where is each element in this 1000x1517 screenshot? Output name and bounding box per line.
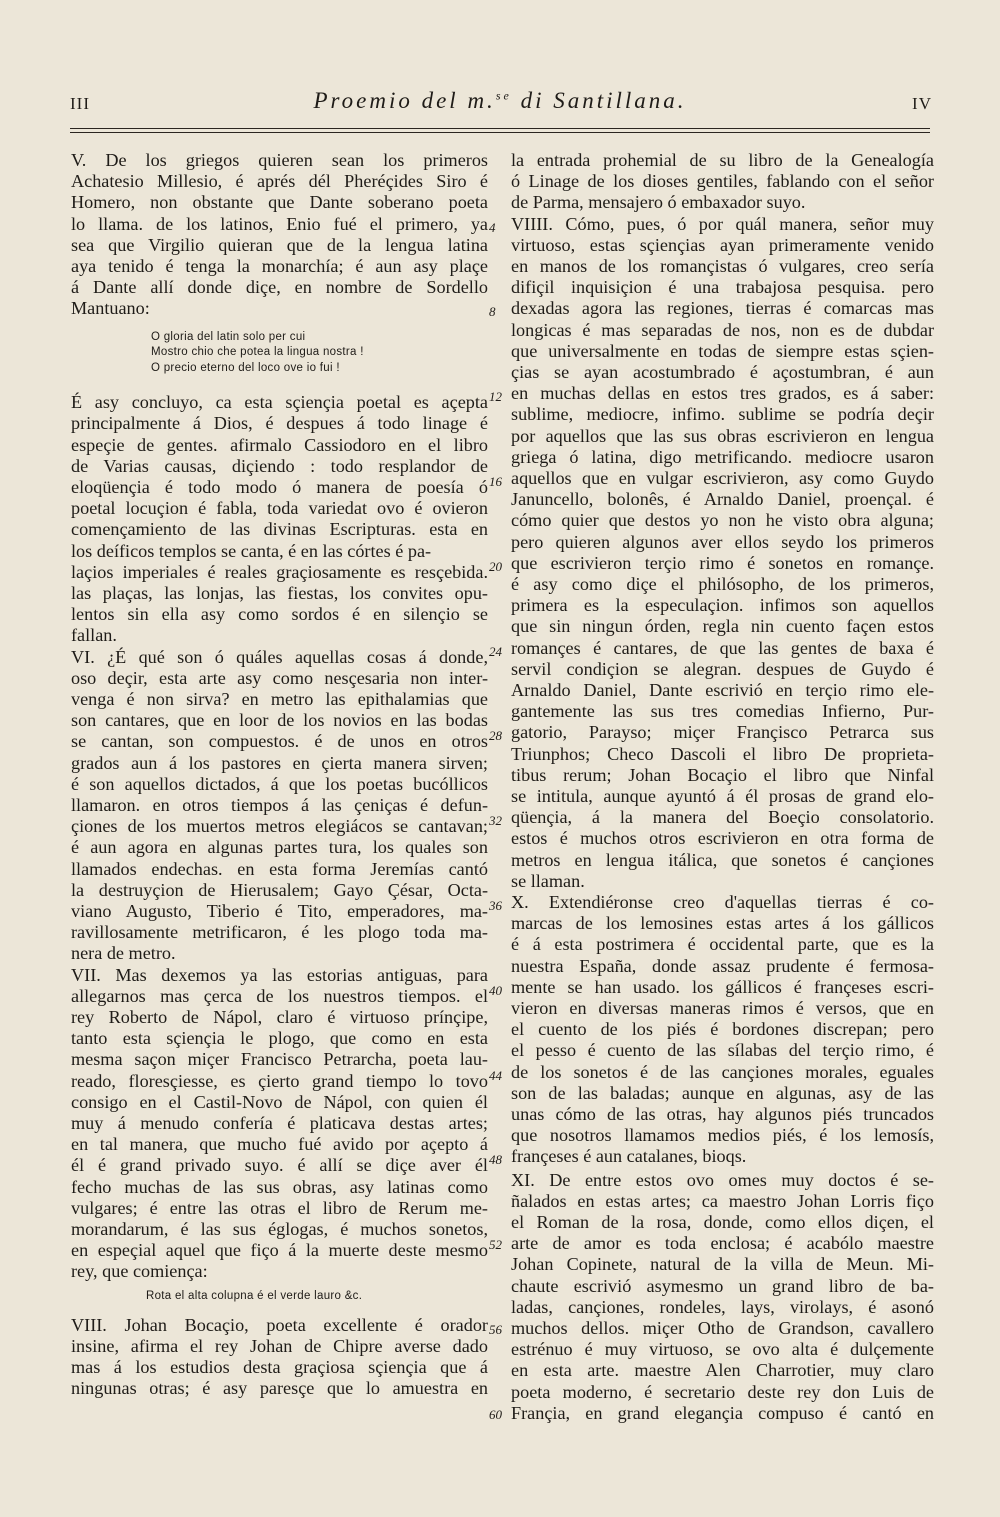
text-line: insine, afirma el rey Johan de Chipre averse dado — [71, 1335, 488, 1356]
text-line: gatorio, Parayso; miçer Françisco Petrarca sus — [511, 722, 934, 743]
text-line: vieron en diversas maneras rimos é versos, que en — [511, 998, 934, 1018]
line-number: 8 — [489, 304, 496, 320]
text-line: unas cómo de las otras, hay algunos piés truncados — [511, 1104, 934, 1124]
text-line: se intitula, aunque ayuntó á él prosas de grand elo- — [511, 786, 934, 806]
text-line: en manos de los romançistas ó vulgares, creo sería — [511, 256, 934, 276]
text-line: lentos sin ella asy como sordos é en silençio se — [71, 604, 488, 625]
text-line: las plaças, las lonjas, las fiestas, los convites opu- — [71, 582, 488, 603]
text-line: morandarum, é las sus églogas, é muchos sonetos, — [71, 1218, 488, 1239]
text-line: rey, que comiença: — [71, 1261, 208, 1282]
line-number: 28 — [489, 728, 502, 744]
text-line: tibus rerum; Johan Bocaçio el libro que Ninfal — [511, 764, 934, 785]
text-line: en esta arte. maestre Alen Charrotier, muy claro — [511, 1360, 934, 1381]
text-line: grados aun á los pastores en çierta manera sirven; — [71, 752, 488, 773]
line-number: 4 — [489, 219, 496, 235]
text-line: son cantares, que en loor de los novios en las bodas — [71, 710, 488, 731]
text-line: françeses é aun catalanes, bioqs. — [511, 1146, 747, 1167]
text-line: griega ó latina, digo metrificando. mediocre usaron — [511, 446, 934, 467]
line-number: 48 — [489, 1152, 502, 1168]
verse-line: Rota el alta colupna é el verde lauro &c. — [146, 1289, 363, 1302]
text-line: nuestra España, donde assaz prudente é fermosa- — [511, 955, 934, 976]
text-line: se llaman. — [511, 870, 585, 891]
text-line: longicas é mas separadas de nos, non es de dubdar — [511, 319, 934, 340]
text-line: Mantuano: — [71, 298, 150, 319]
running-title: Proemio del m.$^{se}$ di Santillana. — [313, 88, 687, 113]
text-line: mas á los estudios desta graçiosa sçiençia que á — [71, 1356, 488, 1377]
text-line: ladas, cançiones, rondeles, lays, virolays, é asonó — [511, 1296, 934, 1317]
text-line: dexadas agora las regiones, tierras é comarcas mas — [511, 298, 934, 319]
text-line: rey Roberto de Nápol, claro é virtuoso prínçipe, — [71, 1006, 488, 1027]
text-line: allegarnos mas çerca de los nuestros tiempos. el — [71, 985, 488, 1006]
text-line: servil condiçion se alegran. despues de Guydo é — [511, 658, 934, 679]
text-line: é aun agora en algunas partes tura, los quales son — [71, 837, 488, 858]
verse-line: Mostro chio che potea la lingua nostra ! — [151, 346, 364, 359]
page-number-right: IV — [912, 94, 932, 113]
text-line: arte de amor es toda enclosa; é acabólo maestre — [511, 1233, 934, 1254]
text-line: sea que Virgilio quieran que de la lengua latina — [71, 234, 488, 255]
text-line: aquellos que en vulgar escrivieron, asy como Guydo — [511, 468, 934, 488]
text-line: que universalmente en todas de siempre estas sçien- — [511, 340, 934, 361]
text-line: VIIII. Cómo, pues, ó por quál manera, señor muy — [511, 213, 934, 234]
text-line: laçios imperiales é reales graçiosamente es resçebida. — [71, 561, 488, 582]
text-line: los deíficos templos se canta, é en las córtes é pa- — [71, 540, 432, 561]
text-line: aya tenido é tenga la monarchía; é aun asy plaçe — [71, 256, 488, 276]
text-line: se cantan, son compuestos. é de unos en otros — [71, 731, 488, 752]
text-line: muchos dellos. miçer Otho de Grandson, cavallero — [511, 1318, 934, 1338]
text-line: son de las baladas; aunque en algunas, asy de las — [511, 1082, 934, 1103]
line-number: 16 — [489, 474, 502, 489]
text-line: Françia, en grand elegançia compuso é cantó en — [511, 1402, 934, 1423]
text-line: Triunphos; Checo Dascoli el libro De proprieta- — [511, 743, 934, 764]
text-line: de Varias causas, diçiendo : todo resplandor de — [71, 455, 488, 476]
text-line: é á esta postrimera é occidental parte, que es la — [511, 934, 934, 955]
header-rule-thin — [70, 132, 930, 133]
text-line: ó Linage de los dioses gentiles, fablando con el señor — [511, 171, 934, 192]
verse-line: O precio eterno del loco ove io fui ! — [151, 361, 340, 374]
text-line: el cuento de los piés é bordones discrepan; pero — [511, 1019, 934, 1040]
verse-line: O gloria del latin solo per cui — [151, 330, 306, 343]
line-number: 44 — [489, 1067, 502, 1083]
text-line: çiones de los muertos metros elegiácos se cantavan; — [71, 816, 488, 837]
text-line: gantemente las sus tres comedias Infierno, Pur- — [511, 701, 934, 722]
text-line: en tal manera, que mucho fué avido por açepto á — [71, 1134, 488, 1155]
text-line: llamaron. en otros tiempos á las çeniças é defun- — [71, 794, 488, 815]
text-line: oso deçir, esta arte asy como nesçesaria non inter- — [71, 667, 488, 688]
text-line: Johan Copinete, natural de la villa de Meun. Mi- — [511, 1254, 934, 1275]
text-line: començamiento de las divinas Escripturas. esta en — [71, 519, 488, 540]
text-line: primera es la especulaçion. infimos son aquellos — [511, 595, 934, 616]
text-line: VI. ¿É qué son ó quáles aquellas cosas á donde, — [71, 646, 488, 667]
text-line: en espeçial aquel que fiço á la muerte deste mesmo — [71, 1240, 488, 1261]
text-line: reado, floresçiesse, es çierto grand tiempo lo tovo — [71, 1070, 488, 1091]
text-line: virtuoso, estas sçiençias ayan primeramente venido — [511, 234, 934, 255]
text-line: fecho muchas de las sus obras, asy latinas como — [71, 1176, 488, 1197]
text-line: difiçil inquisiçion é una trabajosa pesquisa. pero — [511, 277, 934, 298]
line-number: 12 — [489, 389, 502, 405]
text-line: sublime, mediocre, infimo. sublime se podría deçir — [511, 404, 934, 425]
text-line: fallan. — [71, 625, 117, 646]
text-line: V. De los griegos quieren sean los primeros — [71, 150, 488, 170]
text-line: çias se ayan acostumbrado é açostumbran, é aun — [511, 362, 934, 382]
text-line: consigo en el Castil-Novo de Nápol, con quien él — [71, 1091, 488, 1112]
text-line: principalmente á Dios, é despues á todo linage é — [71, 413, 488, 434]
text-line: estrénuo é muy virtuoso, se ovo alta é dulçemente — [511, 1339, 934, 1360]
text-line: el Roman de la rosa, donde, como ellos diçen, el — [511, 1212, 934, 1232]
page-header — [0, 88, 1000, 120]
text-line: muy á menudo confería é platicava destas artes; — [71, 1112, 488, 1133]
line-number: 60 — [489, 1406, 502, 1422]
text-line: llamados endechas. en esta forma Jeremías cantó — [71, 858, 488, 879]
text-line: Januncello, bolonês, é Arnaldo Daniel, proençal. é — [511, 489, 934, 510]
line-number: 20 — [489, 558, 502, 574]
line-number: 32 — [489, 813, 502, 829]
text-line: que escrivieron terçio rimo é sonetos en romançe. — [511, 552, 934, 573]
text-line: VII. Mas dexemos ya las estorias antiguas, para — [71, 964, 488, 985]
text-line: X. Extendiéronse creo d'aquellas tierras é co- — [511, 892, 934, 912]
text-line: venga é non sirva? en metro las epithalamias que — [71, 688, 488, 709]
text-line: marcas de los lemosines estas artes á los gállicos — [511, 913, 934, 934]
text-line: Homero, non obstante que Dante soberano poeta — [71, 192, 488, 213]
text-line: poetal locuçion é fabla, toda variedat ovo é ovieron — [71, 498, 488, 519]
text-line: en muchas dellas en estos tres grados, es á saber: — [511, 383, 934, 404]
text-line: lo llama. de los latinos, Enio fué el primero, ya — [71, 213, 488, 234]
text-line: estos é muchos otros escrivieron en otra forma de — [511, 828, 934, 849]
text-line: ningunas otras; é asy paresçe que lo amuestra en — [71, 1378, 488, 1399]
text-line: que sin ningun órden, regla nin cuento façen estos — [511, 616, 934, 637]
text-line: romançes é cantares, de que las gentes de baxa é — [511, 637, 934, 658]
line-number: 40 — [489, 982, 502, 998]
text-line: poeta moderno, é secretario deste rey don Luis de — [511, 1381, 934, 1402]
text-line: metros en lengua itálica, que sonetos é cançiones — [511, 849, 934, 870]
text-line: ravillosamente metrificaron, é les plogo toda ma- — [71, 922, 488, 943]
page-number-left: III — [70, 94, 90, 113]
text-line: cómo quier que destos yo non he visto obra alguna; — [511, 510, 934, 531]
text-line: ñalados en estas artes; ca maestro Johan Lorris fiço — [511, 1190, 934, 1211]
text-line: mente se han usado. los gállicos é françeses escri- — [511, 976, 934, 997]
line-number: 56 — [489, 1322, 502, 1337]
text-line: mesma saçon miçer Francisco Petrarcha, poeta lau- — [71, 1049, 488, 1070]
text-line: VIII. Johan Bocaçio, poeta excellente é orador — [71, 1314, 488, 1335]
text-line: é son aquellos dictados, á que los poetas bucóllicos — [71, 773, 488, 794]
text-line: que nosotros llamamos medios piés, é los lemosís, — [511, 1125, 934, 1146]
line-number: 36 — [489, 898, 502, 913]
text-line: chaute escrivió asymesmo un grand libro de ba- — [511, 1275, 934, 1296]
text-line: nera de metro. — [71, 943, 176, 964]
header-rule — [70, 128, 930, 129]
text-line: de Parma, mensajero ó embaxador suyo. — [511, 192, 806, 213]
text-line: tanto esta sçiençia le plogo, que como en esta — [71, 1028, 488, 1049]
text-line: vulgares; é entre las otras el libro de Rerum me- — [71, 1197, 488, 1218]
text-line: la destruyçion de Hierusalem; Gayo Çésar, Octa- — [71, 879, 488, 900]
text-line: á Dante allí donde diçe, en nombre de Sordello — [71, 277, 488, 298]
line-number: 52 — [489, 1237, 502, 1253]
text-line: qüençia, á la manera del Boeçio consolatorio. — [511, 807, 934, 828]
text-line: por aquellos que las sus obras escrivieron en lengua — [511, 425, 934, 446]
text-line: é asy como diçe el philósopho, de los primeros, — [511, 574, 934, 594]
text-line: Achatesio Millesio, é aprés dél Pheréçides Siro é — [71, 171, 488, 192]
text-line: espeçie de gentes. afirmalo Cassiodoro en el libro — [71, 434, 488, 455]
line-number: 24 — [489, 643, 502, 659]
text-line: XI. De entre estos ovo omes muy doctos é se- — [511, 1169, 934, 1190]
text-line: Arnaldo Daniel, Dante escrivió en terçio rimo ele- — [511, 680, 934, 700]
text-line: la entrada prohemial de su libro de la Genealogía — [511, 150, 934, 170]
text-line: pero quieren algunos aver ellos seydo los primeros — [511, 531, 934, 552]
text-line: el pesso é cuento de las sílabas del terçio rimo, é — [511, 1040, 934, 1061]
text-line: él é grand privado suyo. é allí se diçe aver él — [71, 1155, 488, 1176]
text-line: eloqüençia é todo modo ó manera de poesía ó — [71, 476, 488, 497]
text-line: É asy concluyo, ca esta sçiençia poetal es açepta — [71, 392, 488, 413]
text-line: de los sonetos é de las cançiones morales, eguales — [511, 1061, 934, 1082]
text-line: viano Augusto, Tiberio é Tito, emperadores, ma- — [71, 900, 488, 921]
